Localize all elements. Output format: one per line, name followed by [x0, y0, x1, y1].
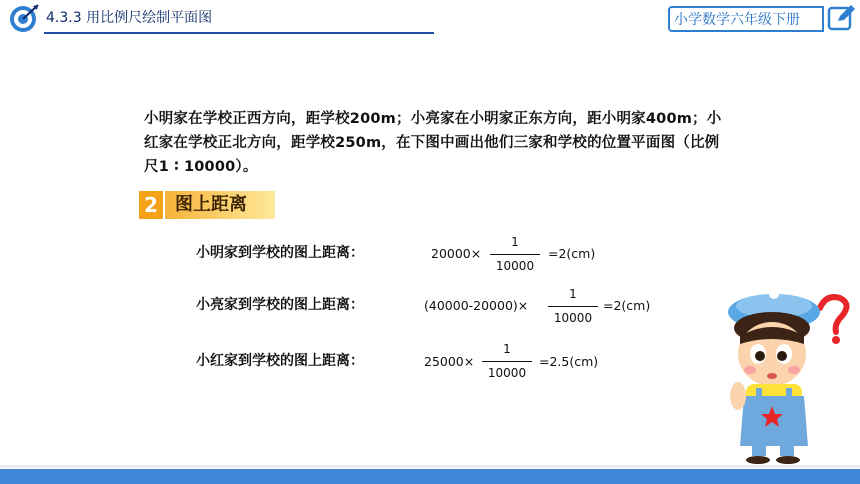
fraction-denominator: 10000 [495, 259, 535, 273]
fraction-numerator: 1 [569, 287, 577, 301]
cartoon-boy-illustration [716, 288, 860, 464]
formula-prefix: 20000× [431, 246, 482, 261]
formula-result: =2(cm) [548, 246, 596, 261]
row-label: 小亮家到学校的图上距离： [196, 297, 364, 313]
row-label: 小明家到学校的图上距离： [196, 245, 364, 261]
fraction-numerator: 1 [511, 235, 519, 249]
fraction-bar [490, 254, 540, 255]
fraction-numerator: 1 [503, 342, 511, 356]
row-label: 小红家到学校的图上距离： [196, 353, 364, 369]
header-bar [0, 0, 860, 38]
fraction-bar [482, 361, 532, 362]
footer-divider [0, 465, 860, 468]
section-number: 2 [139, 191, 163, 219]
title-underline [44, 32, 434, 34]
formula-result: =2.5(cm) [539, 354, 599, 369]
target-icon [6, 2, 42, 34]
grade-label: 小学数学六年级下册 [674, 12, 800, 28]
formula-result: =2(cm) [603, 298, 651, 313]
fraction-denominator: 10000 [487, 366, 527, 380]
formula-prefix: 25000× [424, 354, 475, 369]
edit-icon[interactable] [826, 3, 856, 33]
problem-text: 小明家在学校正西方向，距学校200m；小亮家在小明家正东方向，距小明家400m；小红家在学校正北方向，距学校250m，在下图中画出他们三家和学校的位置平面图（比例尺1 ∶ 10000）。 [144, 111, 722, 175]
footer-bar [0, 469, 860, 484]
formula-prefix: (40000-20000)× [424, 298, 529, 313]
page-title: 4.3.3 用比例尺绘制平面图 [46, 10, 213, 26]
section-label: 图上距离 [175, 194, 247, 215]
fraction-bar [548, 306, 598, 307]
fraction-denominator: 10000 [553, 311, 593, 325]
